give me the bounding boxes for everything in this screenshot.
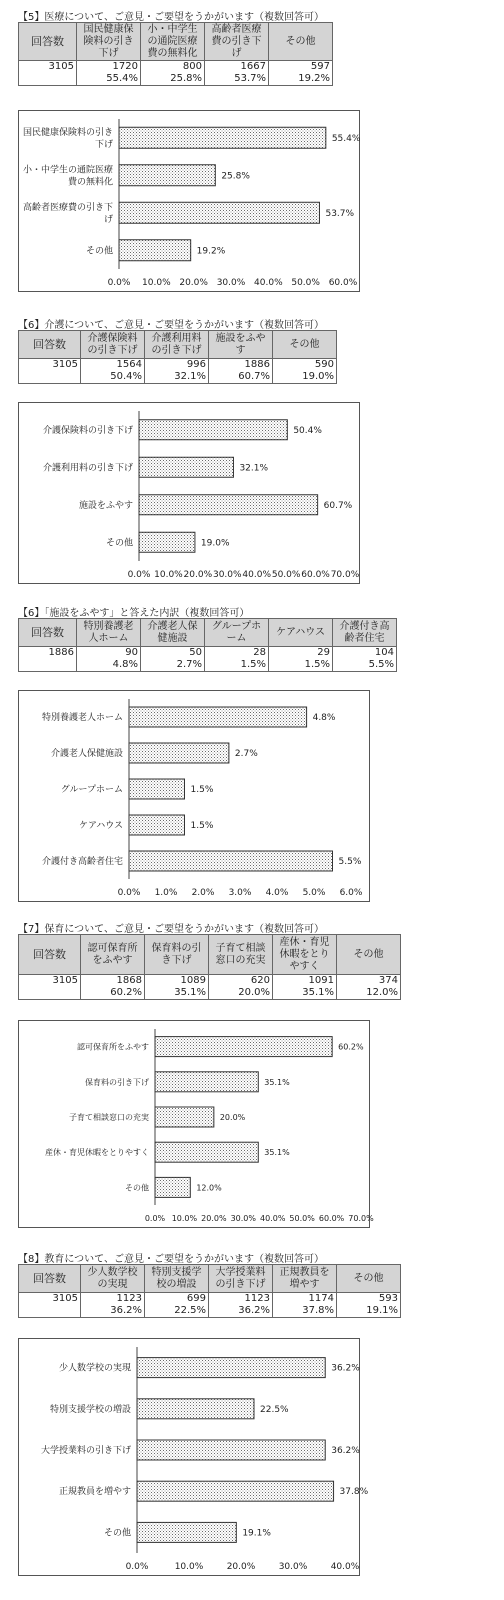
x-tick-label: 30.0% — [278, 1562, 308, 1572]
column-header: 高齢者医療費の引き下げ — [205, 23, 269, 61]
bar — [155, 1142, 258, 1162]
x-tick-label: 20.0% — [226, 1562, 256, 1572]
category-label-line: 費の無料化 — [67, 177, 113, 188]
summary-table — [18, 330, 337, 384]
category-label: 特別支援学校の増設 — [49, 1404, 131, 1415]
x-tick-label: 30.0% — [216, 278, 246, 288]
bar — [119, 240, 191, 261]
count-value: 1667 — [240, 61, 266, 72]
percent-value: 1.5% — [304, 659, 330, 670]
bar-chart-svg — [19, 1339, 369, 1575]
bar — [119, 127, 326, 148]
column-header: 保育料の引き下げ — [145, 935, 209, 975]
count-cell — [141, 647, 205, 672]
percent-value: 50.4% — [110, 371, 142, 382]
summary-table — [18, 22, 333, 86]
data-label: 60.7% — [323, 500, 353, 511]
column-header: 子育て相談窓口の充実 — [209, 935, 273, 975]
column-header: ケアハウス — [269, 619, 333, 647]
total-count: 3105 — [19, 1293, 81, 1318]
count-cell — [269, 61, 333, 86]
count-value: 50 — [189, 647, 202, 658]
category-label: その他 — [125, 1183, 149, 1193]
percent-value: 60.7% — [238, 371, 270, 382]
percent-value: 25.8% — [170, 73, 202, 84]
x-tick-label: 50.0% — [271, 570, 301, 580]
bar — [129, 815, 185, 835]
data-label: 1.5% — [190, 785, 214, 795]
category-label: 大学授業料の引き下げ — [40, 1446, 131, 1456]
data-label: 35.1% — [264, 1148, 290, 1158]
count-cell — [77, 647, 141, 672]
percent-value: 36.2% — [110, 1305, 142, 1316]
percent-value: 35.1% — [174, 987, 206, 998]
percent-value: 32.1% — [174, 371, 206, 382]
category-label: 少人数学校の実現 — [58, 1363, 131, 1374]
section-title: 【6】「施設をふやす」と答えた内訳（複数回答可） — [18, 608, 250, 619]
section-title: 【6】介護について、ご意見・ご要望をうかがいます（複数回答可） — [18, 320, 324, 331]
summary-table — [18, 1264, 401, 1318]
column-header: 施設をふやす — [209, 331, 273, 359]
count-value: 1564 — [116, 359, 142, 370]
count-value: 1089 — [180, 975, 206, 986]
category-label: 正規教員を増やす — [58, 1487, 131, 1498]
x-tick-label: 1.0% — [154, 888, 178, 898]
column-header: その他 — [269, 23, 333, 61]
category-label-line: 高齢者医療費の引き下 — [22, 202, 113, 213]
data-label: 36.2% — [331, 1446, 360, 1456]
data-label: 20.0% — [219, 1113, 246, 1122]
percent-value: 12.0% — [366, 987, 398, 998]
data-label: 12.0% — [196, 1183, 222, 1193]
total-header: 回答数 — [19, 935, 81, 975]
column-header: 介護老人保健施設 — [141, 619, 205, 647]
percent-value: 4.8% — [112, 659, 138, 670]
percent-value: 5.5% — [368, 659, 394, 670]
column-header: その他 — [273, 331, 337, 359]
count-value: 90 — [125, 647, 138, 658]
bar — [139, 420, 287, 440]
column-header: 特別養護老人ホーム — [77, 619, 141, 647]
category-label: 保育料の引き下げ — [85, 1077, 149, 1087]
count-value: 590 — [314, 359, 334, 370]
percent-value: 35.1% — [302, 987, 334, 998]
data-label: 53.7% — [325, 208, 355, 219]
column-header: 特別支援学校の増設 — [145, 1265, 209, 1293]
count-cell — [337, 1293, 401, 1318]
bar — [137, 1399, 254, 1419]
section-title: 【8】教育について、ご意見・ご要望をうかがいます（複数回答可） — [18, 1254, 324, 1265]
total-count: 1886 — [19, 647, 77, 672]
count-cell — [273, 975, 337, 1000]
x-tick-label: 50.0% — [289, 1214, 315, 1223]
percent-value: 36.2% — [238, 1305, 270, 1316]
category-label — [23, 163, 113, 187]
data-label: 36.2% — [331, 1363, 360, 1374]
section-title: 【5】医療について、ご意見・ご要望をうかがいます（複数回答可） — [18, 12, 324, 23]
column-header: 介護保険料の引き下げ — [81, 331, 145, 359]
x-tick-label: 10.0% — [154, 570, 183, 580]
data-label: 32.1% — [239, 463, 269, 474]
count-cell — [273, 359, 337, 384]
bar — [129, 743, 229, 763]
category-label: 施設をふやす — [78, 500, 133, 511]
x-tick-label: 40.0% — [260, 1214, 286, 1223]
count-cell — [337, 975, 401, 1000]
category-label: その他 — [85, 246, 113, 257]
bar — [119, 165, 215, 186]
count-value: 1091 — [308, 975, 334, 986]
bar-chart — [18, 1338, 369, 1576]
bar-chart — [18, 402, 360, 584]
percent-value: 60.2% — [110, 987, 142, 998]
percent-value: 19.2% — [298, 73, 330, 84]
bar — [155, 1037, 332, 1057]
category-label-line: 国民健康保険料の引き — [22, 127, 113, 138]
total-header: 回答数 — [19, 23, 77, 61]
bar — [129, 851, 333, 871]
data-label: 4.8% — [312, 713, 336, 723]
category-label: 介護付き高齢者住宅 — [41, 857, 123, 867]
count-value: 374 — [378, 975, 398, 986]
column-header: 少人数学校の実現 — [81, 1265, 145, 1293]
total-count: 3105 — [19, 359, 81, 384]
category-label — [23, 126, 113, 150]
count-value: 593 — [378, 1293, 398, 1304]
x-tick-label: 0.0% — [127, 570, 151, 580]
count-cell — [141, 61, 205, 86]
data-label: 19.2% — [196, 246, 226, 257]
data-label: 22.5% — [260, 1404, 289, 1415]
total-count: 3105 — [19, 975, 81, 1000]
count-cell — [205, 61, 269, 86]
category-label: その他 — [105, 538, 133, 549]
bar — [155, 1177, 190, 1197]
count-cell — [77, 61, 141, 86]
column-header: 国民健康保険料の引き下げ — [77, 23, 141, 61]
x-tick-label: 20.0% — [183, 570, 213, 580]
count-cell — [269, 647, 333, 672]
count-value: 800 — [182, 61, 202, 72]
percent-value: 19.1% — [366, 1305, 398, 1316]
count-value: 699 — [186, 1293, 206, 1304]
bar — [139, 457, 233, 477]
count-value: 620 — [250, 975, 270, 986]
x-tick-label: 20.0% — [179, 278, 208, 288]
column-header: 介護付き高齢者住宅 — [333, 619, 397, 647]
bar — [137, 1522, 236, 1542]
category-label: 介護保険料の引き下げ — [42, 425, 133, 436]
x-tick-label: 20.0% — [201, 1214, 227, 1223]
column-header: 小・中学生の通院医療費の無料化 — [141, 23, 205, 61]
category-label: 介護利用料の引き下げ — [42, 463, 133, 474]
bar-chart-svg — [19, 403, 359, 583]
data-label: 50.4% — [293, 425, 322, 436]
column-header: その他 — [337, 1265, 401, 1293]
total-header: 回答数 — [19, 1265, 81, 1293]
percent-value: 1.5% — [240, 659, 266, 670]
category-label: その他 — [103, 1528, 131, 1539]
category-label: 産休・育児休暇をとりやすく — [45, 1148, 149, 1158]
category-label: グループホーム — [60, 785, 123, 795]
x-tick-label: 10.0% — [171, 1214, 198, 1223]
count-cell — [205, 647, 269, 672]
x-tick-label: 70.0% — [330, 570, 360, 580]
count-cell — [273, 1293, 337, 1318]
data-label: 37.8% — [339, 1487, 369, 1498]
x-tick-label: 0.0% — [107, 278, 131, 288]
bar — [137, 1481, 334, 1501]
category-label-line: げ — [103, 214, 113, 225]
count-cell — [145, 359, 209, 384]
bar-chart-svg — [19, 691, 369, 901]
count-cell — [81, 975, 145, 1000]
x-tick-label: 60.0% — [328, 278, 358, 288]
x-tick-label: 0.0% — [144, 1214, 166, 1223]
category-label: ケアハウス — [78, 821, 123, 831]
category-label: 介護老人保健施設 — [50, 749, 123, 759]
count-cell — [333, 647, 397, 672]
x-tick-label: 0.0% — [125, 1562, 149, 1572]
count-cell — [145, 975, 209, 1000]
column-header: その他 — [337, 935, 401, 975]
total-header: 回答数 — [19, 331, 81, 359]
data-label: 60.2% — [338, 1042, 364, 1052]
category-label-line: 下げ — [94, 139, 113, 150]
column-header: 大学授業料の引き下げ — [209, 1265, 273, 1293]
x-tick-label: 10.0% — [142, 278, 171, 288]
data-label: 19.1% — [242, 1528, 271, 1539]
bar — [139, 532, 195, 552]
column-header: 介護利用料の引き下げ — [145, 331, 209, 359]
count-value: 1720 — [112, 61, 138, 72]
data-label: 19.0% — [200, 538, 230, 549]
percent-value: 19.0% — [302, 371, 334, 382]
count-cell — [145, 1293, 209, 1318]
x-tick-label: 4.0% — [265, 888, 289, 898]
bar — [129, 707, 307, 727]
percent-value: 37.8% — [302, 1305, 334, 1316]
count-value: 28 — [253, 647, 266, 658]
percent-value: 2.7% — [176, 659, 202, 670]
x-tick-label: 0.0% — [117, 888, 141, 898]
percent-value: 20.0% — [238, 987, 270, 998]
data-label: 25.8% — [221, 171, 250, 182]
x-tick-label: 3.0% — [228, 888, 252, 898]
column-header: 認可保育所をふやす — [81, 935, 145, 975]
x-tick-label: 30.0% — [212, 570, 242, 580]
count-value: 29 — [317, 647, 330, 658]
summary-table — [18, 934, 401, 1000]
data-label: 5.5% — [338, 857, 362, 867]
count-value: 1123 — [244, 1293, 270, 1304]
x-tick-label: 40.0% — [330, 1562, 360, 1572]
count-value: 597 — [310, 61, 330, 72]
summary-table — [18, 618, 397, 672]
bar-chart — [18, 1020, 374, 1228]
x-tick-label: 60.0% — [301, 570, 330, 580]
x-tick-label: 2.0% — [191, 888, 215, 898]
column-header: 正規教員を増やす — [273, 1265, 337, 1293]
percent-value: 22.5% — [174, 1305, 206, 1316]
section-title: 【7】保育について、ご意見・ご要望をうかがいます（複数回答可） — [18, 924, 324, 935]
count-cell — [81, 359, 145, 384]
count-value: 1868 — [116, 975, 142, 986]
bar-chart-svg — [19, 111, 359, 291]
bar — [139, 495, 318, 515]
x-tick-label: 40.0% — [242, 570, 272, 580]
category-label — [23, 201, 113, 225]
x-tick-label: 40.0% — [254, 278, 283, 288]
x-tick-label: 60.0% — [318, 1214, 345, 1223]
bar — [137, 1358, 325, 1378]
category-label-line: 小・中学生の通院医療 — [22, 165, 113, 176]
count-cell — [81, 1293, 145, 1318]
percent-value: 55.4% — [106, 73, 138, 84]
column-header: 産休・育児休暇をとりやすく — [273, 935, 337, 975]
x-tick-label: 6.0% — [339, 888, 363, 898]
data-label: 55.4% — [331, 133, 361, 144]
bar — [155, 1107, 214, 1127]
count-cell — [209, 975, 273, 1000]
x-tick-label: 50.0% — [291, 278, 320, 288]
bar-chart — [18, 690, 370, 902]
bar — [119, 202, 319, 223]
count-value: 1174 — [308, 1293, 334, 1304]
x-tick-label: 5.0% — [302, 888, 326, 898]
total-header: 回答数 — [19, 619, 77, 647]
count-value: 104 — [374, 647, 394, 658]
data-label: 1.5% — [190, 821, 214, 831]
count-cell — [209, 359, 273, 384]
data-label: 35.1% — [264, 1077, 290, 1087]
column-header: グループホーム — [205, 619, 269, 647]
count-cell — [209, 1293, 273, 1318]
bar-chart — [18, 110, 360, 292]
bar — [137, 1440, 325, 1460]
category-label: 特別養護老人ホーム — [41, 713, 123, 723]
count-value: 996 — [186, 359, 206, 370]
x-tick-label: 70.0% — [348, 1214, 374, 1223]
bar — [129, 779, 185, 799]
total-count: 3105 — [19, 61, 77, 86]
count-value: 1123 — [116, 1293, 142, 1304]
bar-chart-svg — [19, 1021, 374, 1227]
count-value: 1886 — [244, 359, 270, 370]
category-label: 子育て相談窓口の充実 — [69, 1113, 149, 1122]
bar — [155, 1072, 258, 1092]
category-label: 認可保育所をふやす — [77, 1042, 149, 1052]
x-tick-label: 10.0% — [174, 1562, 204, 1572]
percent-value: 53.7% — [234, 73, 266, 84]
x-tick-label: 30.0% — [230, 1214, 256, 1223]
data-label: 2.7% — [234, 749, 258, 759]
